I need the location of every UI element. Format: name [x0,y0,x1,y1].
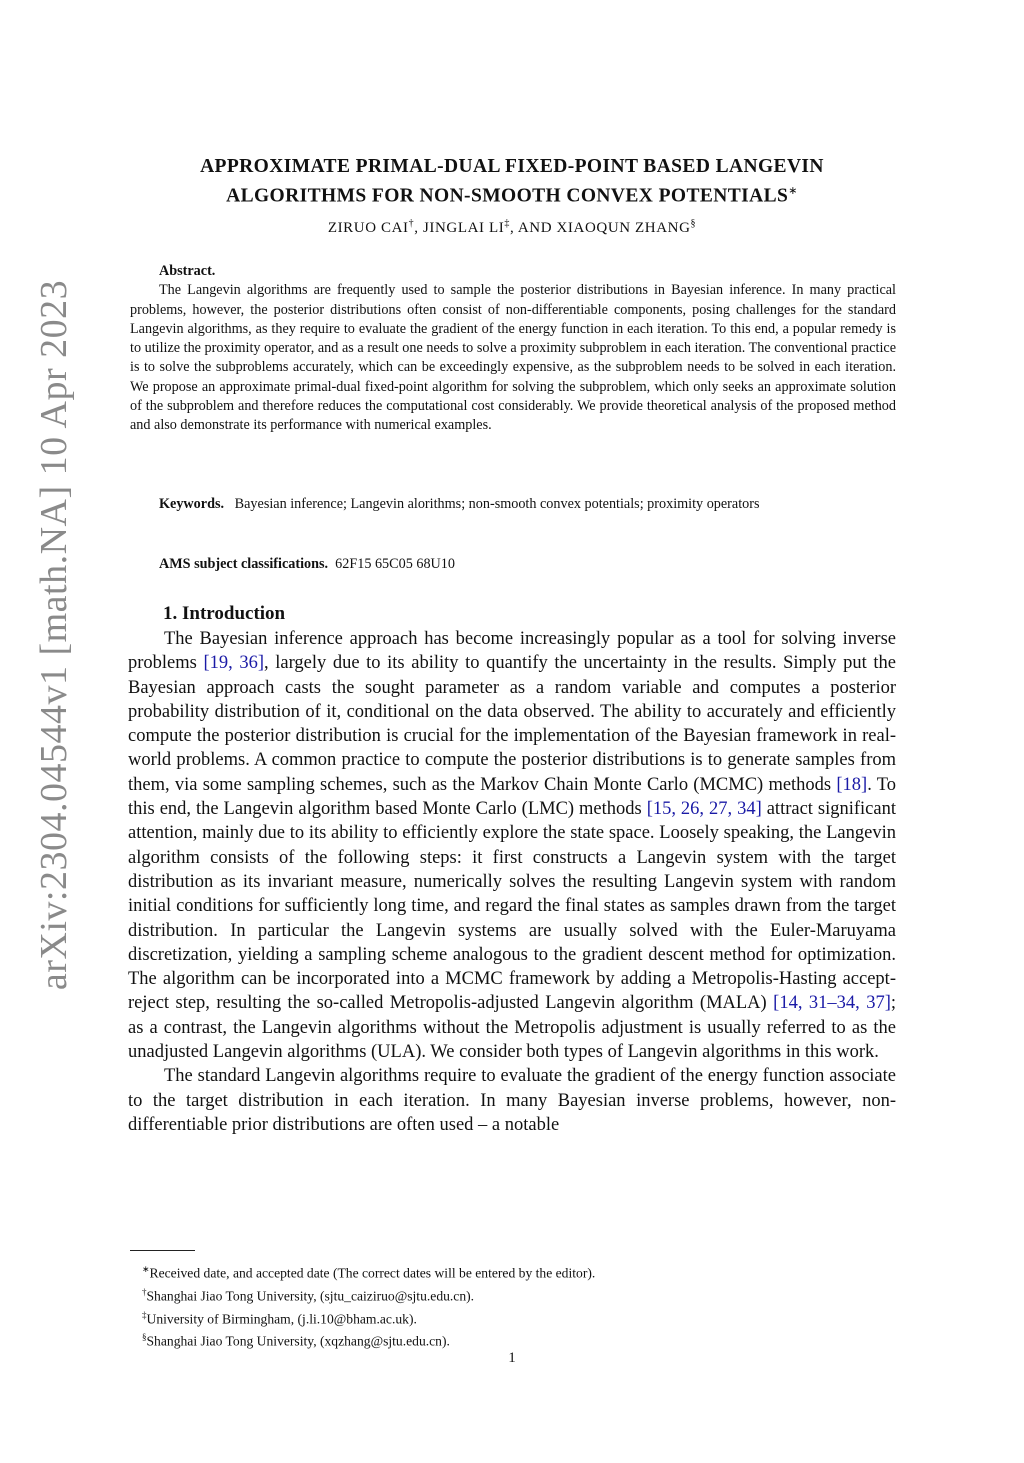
abstract [130,262,896,436]
title-line-2: ALGORITHMS FOR NON-SMOOTH CONVEX POTENTIALS∗ [226,185,798,207]
keywords-text: Bayesian inference; Langevin alorithms; non-smooth convex potentials; proximity operators [234,496,760,512]
arxiv-identifier [28,255,80,1015]
title-line-1: APPROXIMATE PRIMAL-DUAL FIXED-POINT BASED LANGEVIN [200,156,824,177]
section-heading: 1. Introduction [163,603,286,624]
footnote-rule [130,1250,195,1251]
paragraph-1: The Bayesian inference approach has become increasingly popular as a tool for solving inverse problems [19, 36], largely due to its ability to quantify the uncertainty in the results. Simply put the Bayesian approach casts the sought parameter as a random variable and computes a posterior probability distribution of it, conditional on the data observed. The ability to accurately and efficiently compute the posterior distribution is crucial for the implementation of the Bayesian framework in real-world problems. A common practice to compute the posterior distributions is to generate samples from them, via some sampling schemes, such as the Markov Chain Monte Carlo (MCMC) methods [18]. To this end, the Langevin algorithm based Monte Carlo (LMC) methods [15, 26, 27, 34] attract significant attention, mainly due to its ability to efficiently explore the state space. Loosely speaking, the Langevin algorithm consists of the following steps: it first constructs a Langevin system with the target distribution as its invariant measure, numerically solves the resulting Langevin system with random initial conditions for sufficiently long time, and regard the final states as samples drawn from the target distribution. In particular the Langevin systems are usually solved with the Euler-Maruyama discretization, yielding a sampling scheme analogous to the gradient descent method for optimization. The algorithm can be incorporated into a MCMC framework by adding a Metropolis-Hasting accept-reject step, resulting the so-called Metropolis-adjusted Langevin algorithm (MALA) [14, 31–34, 37]; as a contrast, the Langevin algorithms without the Metropolis adjustment is usually referred to as the unadjusted Langevin algorithms (ULA). We consider both types of Langevin algorithms in this work. [128,629,896,1063]
footnote: ∗Received date, and accepted date (The correct dates will be entered by the editor). [142,1264,596,1281]
citation-link[interactable]: [18] [836,774,868,795]
title-footnote-mark: ∗ [788,185,798,197]
keywords-label: Keywords. [159,496,225,512]
body-text [128,627,896,1137]
citation-link[interactable]: [15, 26, 27, 34] [646,799,762,820]
footnote: ‡University of Birmingham, (j.li.10@bham.ac.uk). [142,1309,417,1327]
footnotes [130,1260,896,1351]
citation-link[interactable]: [14, 31–34, 37] [773,993,891,1014]
paper-title [128,155,896,209]
keywords [130,495,896,514]
author-2: JINGLAI LI [422,220,505,236]
author-1: ZIRUO CAI [327,220,409,236]
citation-link[interactable]: [19, 36] [203,653,264,674]
ams-codes: 62F15 65C05 68U10 [335,556,455,572]
footnote: §Shanghai Jiao Tong University, (xqzhang@sjtu.edu.cn). [142,1332,450,1350]
arxiv-identifier-text: arXiv:2304.04544v1 [math.NA] 10 Apr 2023 [33,279,75,991]
paragraph-2: The standard Langevin algorithms require to evaluate the gradient of the energy function associate to the target distribution in each iteration. In many Bayesian inverse problems, however, non-differentiable prior distributions are often used – a notable [128,1066,896,1135]
abstract-text: The Langevin algorithms are frequently used to sample the posterior distributions in Bayesian inference. In many practical problems, however, the posterior distributions often consist of non-differentiable components, posing challenges for the standard Langevin algorithms, as they require to evaluate the gradient of the energy function in each iteration. To this end, a popular remedy is to utilize the proximity operator, and as a result one needs to solve a proximity subproblem in each iteration. The conventional practice is to solve the subproblems accurately, which can be exceedingly expensive, as the subproblem needs to be solved in each iteration. We propose an approximate primal-dual fixed-point algorithm for solving the subproblem, which only seeks an approximate solution of the subproblem and therefore reduces the computational cost considerably. We provide theoretical analysis of the proposed method and also demonstrate its performance with numerical examples. [130,282,896,434]
footnote: †Shanghai Jiao Tong University, (sjtu_caiziruo@sjtu.edu.cn). [142,1286,475,1304]
ams-classifications [130,556,896,573]
author-list: ZIRUO CAI†, JINGLAI LI‡, AND XIAOQUN ZHANG§ [327,218,697,236]
page-number: 1 [508,1350,516,1366]
abstract-heading: Abstract. [159,263,216,279]
author-3: XIAOQUN ZHANG [556,220,691,236]
ams-label: AMS subject classifications. [159,556,329,572]
